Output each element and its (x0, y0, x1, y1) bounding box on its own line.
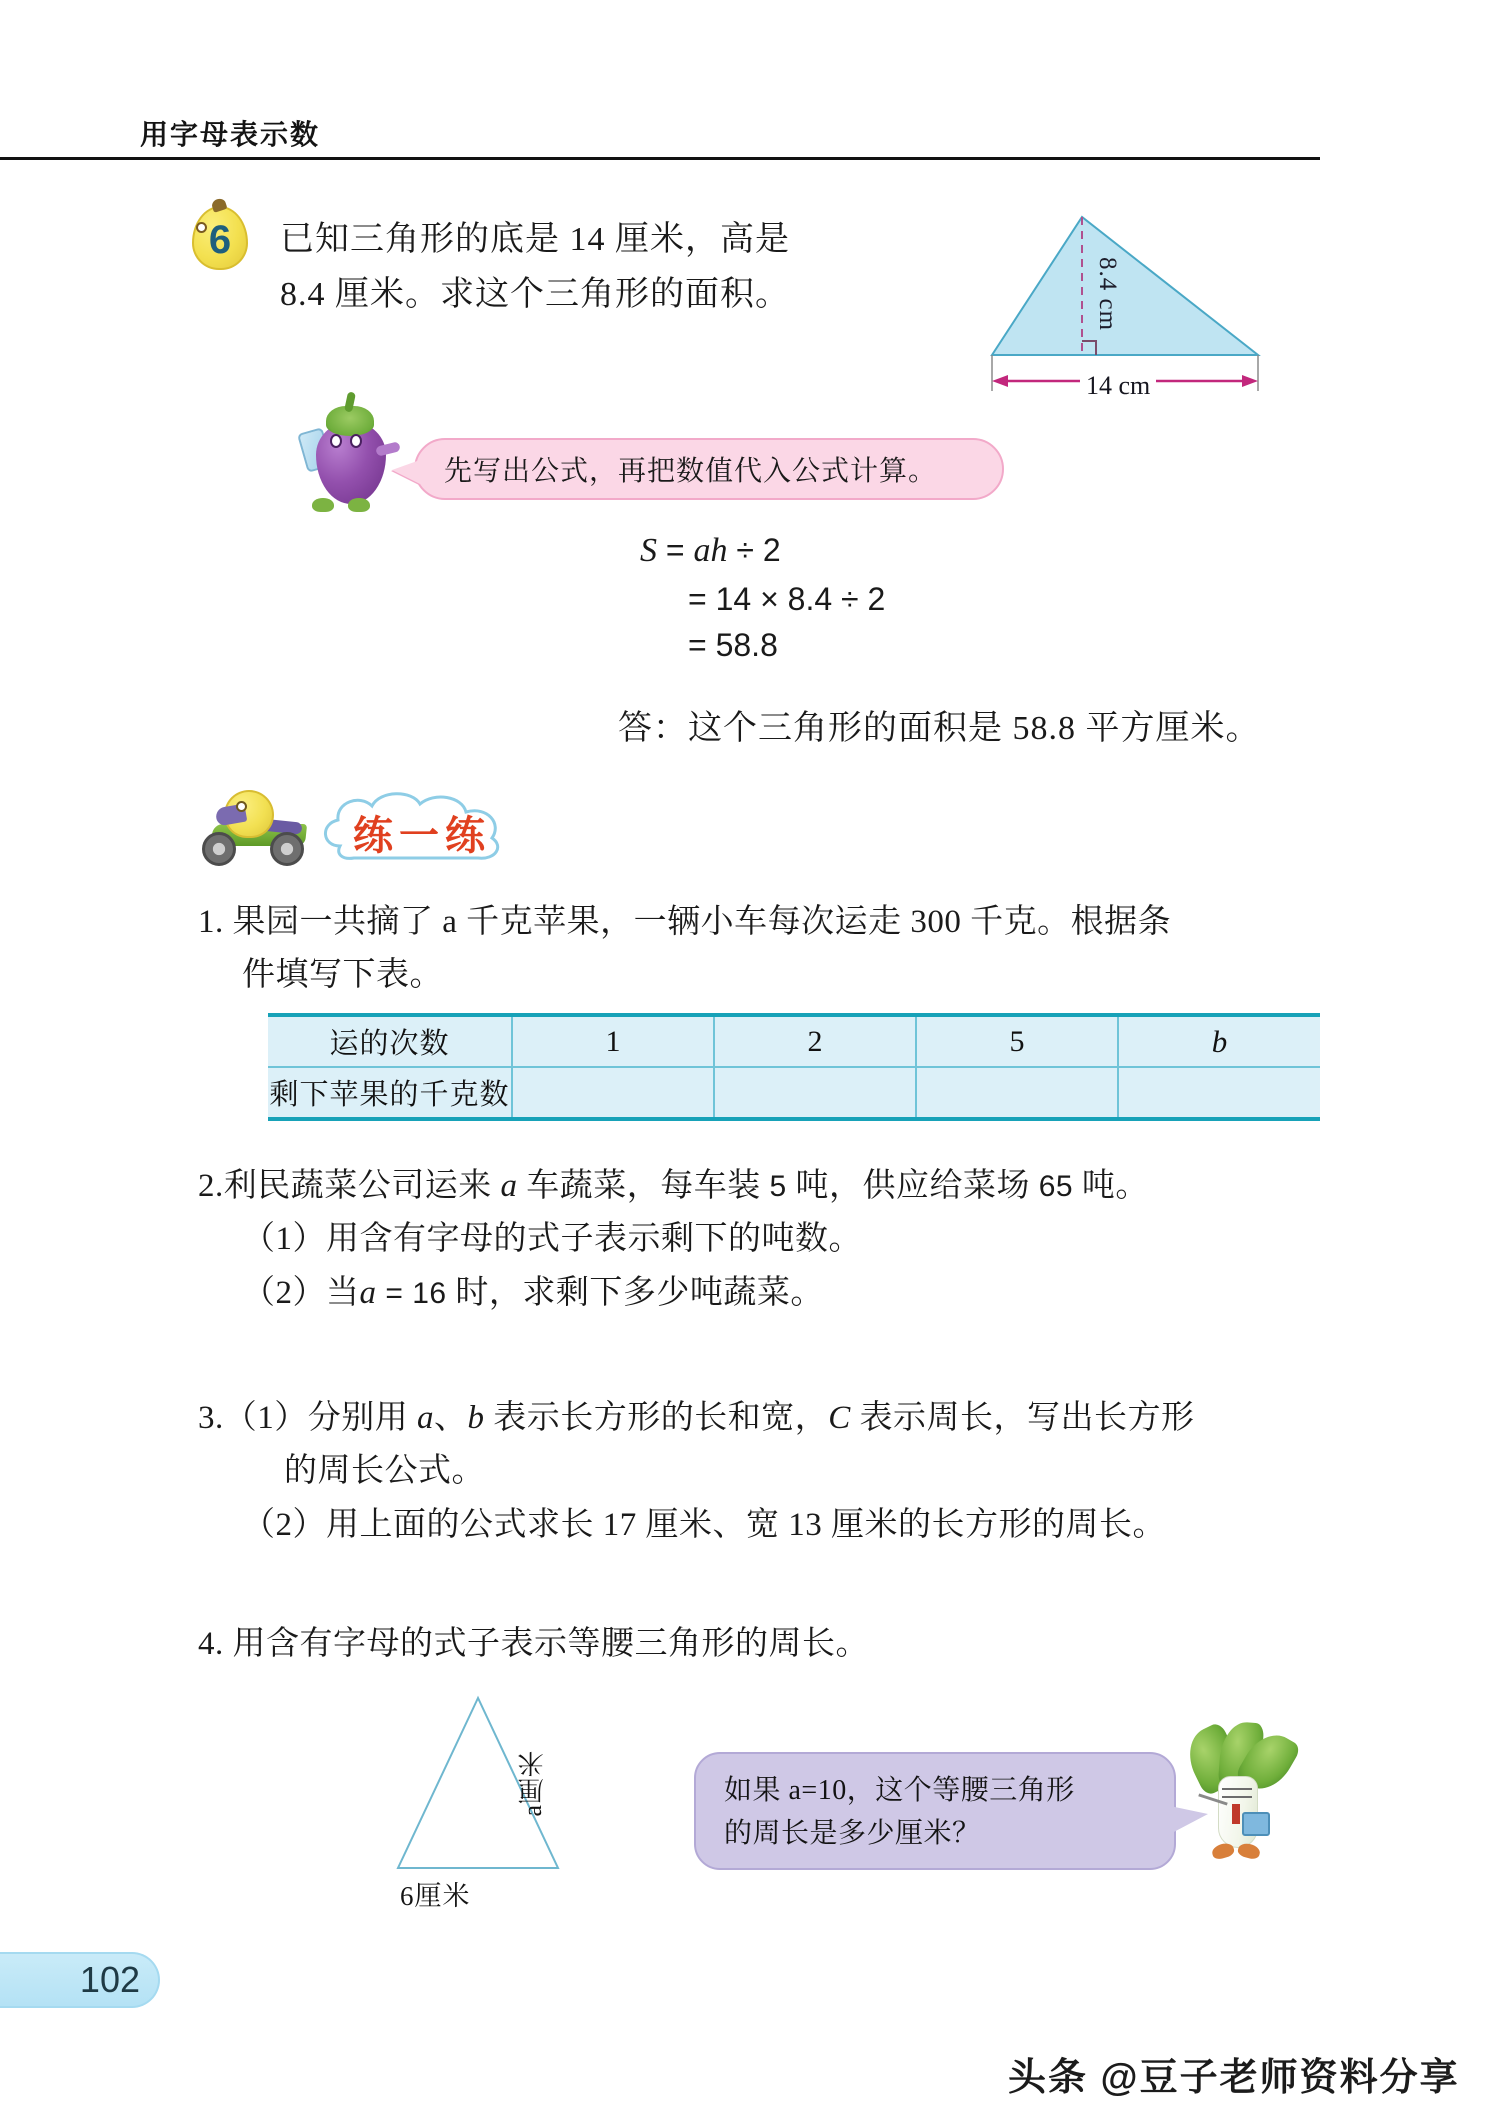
hint-bubble-text: 先写出公式，再把数值代入公式计算。 (444, 456, 938, 487)
solution-line-1 (640, 526, 885, 576)
table-row-header-trips: 运的次数 (268, 1015, 512, 1067)
question-4-marker: 4. (198, 1626, 224, 1662)
motorcycle-wheel-left-icon (202, 832, 236, 866)
isosceles-triangle-svg (390, 1692, 620, 1902)
table-row (268, 1067, 1320, 1119)
question-2-seg-2: 车蔬菜，每车装 (517, 1168, 770, 1204)
page-number: 102 (79, 1959, 140, 2000)
eggplant-foot-right-icon (348, 498, 370, 512)
eggplant-eye-right-icon (350, 434, 362, 448)
question-bubble-purple (694, 1752, 1176, 1870)
question-2-sub2-var: a (359, 1274, 377, 1311)
question-bubble-text (724, 1770, 1174, 1855)
table-cell-trips-4[interactable]: b (1118, 1015, 1320, 1067)
question-4-line-1 (198, 1618, 869, 1671)
question-bubble-line-2: 的周长是多少厘米？ (724, 1817, 981, 1849)
question-3-l1-mid1: 、 (434, 1400, 468, 1436)
cabbage-foot-right-icon (1237, 1842, 1262, 1861)
cabbage-book-icon (1242, 1812, 1270, 1836)
problem-number: 6 (208, 217, 232, 262)
problem-number-badge (192, 206, 248, 270)
triangle-base-label: 14 cm (1080, 371, 1156, 401)
cabbage-tie-icon (1232, 1804, 1240, 1824)
page-number-pill (0, 1952, 160, 2008)
question-4 (198, 1618, 869, 1671)
table-row (268, 1015, 1320, 1067)
question-2-seg-3: 吨，供应给菜场 (786, 1168, 1039, 1204)
solution-line-3: = 58.8 (688, 627, 778, 664)
eggplant-eye-left-icon (330, 434, 342, 448)
table-cell-remaining-1[interactable] (512, 1067, 714, 1119)
eggplant-character-icon (300, 392, 410, 512)
table-row-header-remaining: 剩下苹果的千克数 (268, 1067, 512, 1119)
question-3-l1-mid3: 表示周长，写出长方形 (850, 1400, 1195, 1436)
question-4-text: 用含有字母的式子表示等腰三角形的周长。 (232, 1626, 869, 1662)
question-3-var-a: a (417, 1400, 434, 1436)
table-cell-trips-1[interactable]: 1 (512, 1015, 714, 1067)
table-cell-remaining-2[interactable] (714, 1067, 916, 1119)
question-1-table (268, 1013, 1320, 1121)
problem6-solution (640, 526, 885, 669)
cabbage-character-icon (1186, 1726, 1294, 1876)
question-3-var-b: b (467, 1400, 485, 1436)
solution-line-2: = 14 × 8.4 ÷ 2 (688, 580, 886, 617)
running-head-title: 用字母表示数 (140, 120, 321, 151)
question-2-num-65: 65 (1038, 1170, 1074, 1203)
triangle-base-label-bottom: 6厘米 (400, 1881, 471, 1911)
question-3-line-1 (198, 1392, 1195, 1445)
solution-symbol-s: S (640, 532, 657, 569)
running-head-rule (0, 118, 1320, 160)
question-2-marker: 2. (198, 1168, 224, 1204)
question-bubble-line-1: 如果 a=10，这个等腰三角形 (724, 1775, 1075, 1806)
question-3-var-c: C (828, 1400, 851, 1436)
table-cell-remaining-3[interactable] (916, 1067, 1118, 1119)
table-cell-trips-2[interactable]: 2 (714, 1015, 916, 1067)
problem6-line-1: 已知三角形的底是 14 厘米，高是 (280, 221, 790, 258)
triangle-height-label: 8.4 cm (1094, 257, 1121, 332)
question-2-seg-4: 吨。 (1073, 1168, 1149, 1204)
question-1 (198, 896, 1171, 1003)
solution-equals-1: = (657, 532, 694, 568)
question-2 (198, 1160, 1149, 1320)
problem6-line-2: 8.4 厘米。求这个三角形的面积。 (280, 276, 790, 314)
solution-expr-ah: ah (693, 532, 728, 569)
cabbage-glasses-icon (1222, 1788, 1252, 1798)
triangle-side-label: a厘米 (518, 1750, 547, 1817)
question-2-sub2-pre: （2）当 (242, 1274, 360, 1311)
eggplant-foot-left-icon (312, 498, 334, 512)
question-3-marker: 3. (198, 1400, 224, 1436)
question-1-line-1: 1. 果园一共摘了 a 千克苹果，一辆小车每次运走 300 千克。根据条 (198, 904, 1172, 940)
question-2-var-a: a (500, 1168, 518, 1204)
question-2-num-5: 5 (769, 1170, 787, 1203)
table-cell-remaining-4[interactable] (1118, 1067, 1320, 1119)
problem6-statement (280, 212, 920, 322)
question-1-line-2: 件填写下表。 (242, 957, 443, 994)
rider-eye-icon (236, 801, 247, 812)
question-2-seg-1: 利民蔬菜公司运来 (223, 1168, 501, 1204)
question-2-sub-2 (198, 1267, 1149, 1320)
triangle-diagram-bottom (390, 1692, 620, 1911)
question-3 (198, 1392, 1195, 1552)
table-cell-trips-3[interactable]: 5 (916, 1015, 1118, 1067)
question-2-sub2-mid: = 16 (376, 1276, 456, 1310)
solution-answer-line: 答：这个三角形的面积是 58.8 平方厘米。 (618, 710, 1261, 747)
question-3-l1-pre: （1）分别用 (223, 1400, 417, 1436)
triangle-diagram-top (975, 195, 1275, 405)
practice-header (198, 788, 538, 868)
question-2-sub-1: （1）用含有字母的式子表示剩下的吨数。 (242, 1221, 862, 1258)
question-2-line-1 (198, 1160, 1149, 1213)
bubble-tail-icon (392, 460, 420, 484)
practice-label: 练一练 (353, 813, 491, 858)
watermark: 头条 @豆子老师资料分享 (1008, 2057, 1460, 2099)
question-3-line-2: 的周长公式。 (284, 1453, 485, 1490)
lemon-on-motorcycle-icon (198, 794, 320, 868)
hint-bubble-pink (414, 438, 1004, 500)
question-3-sub-2: （2）用上面的公式求长 17 厘米、宽 13 厘米的长方形的周长。 (242, 1506, 1166, 1543)
question-2-sub2-post: 时，求剩下多少吨蔬菜。 (455, 1274, 824, 1311)
question-3-l1-mid2: 表示长方形的长和宽， (484, 1400, 829, 1436)
solution-div2: ÷ 2 (727, 532, 781, 568)
motorcycle-wheel-right-icon (270, 832, 304, 866)
